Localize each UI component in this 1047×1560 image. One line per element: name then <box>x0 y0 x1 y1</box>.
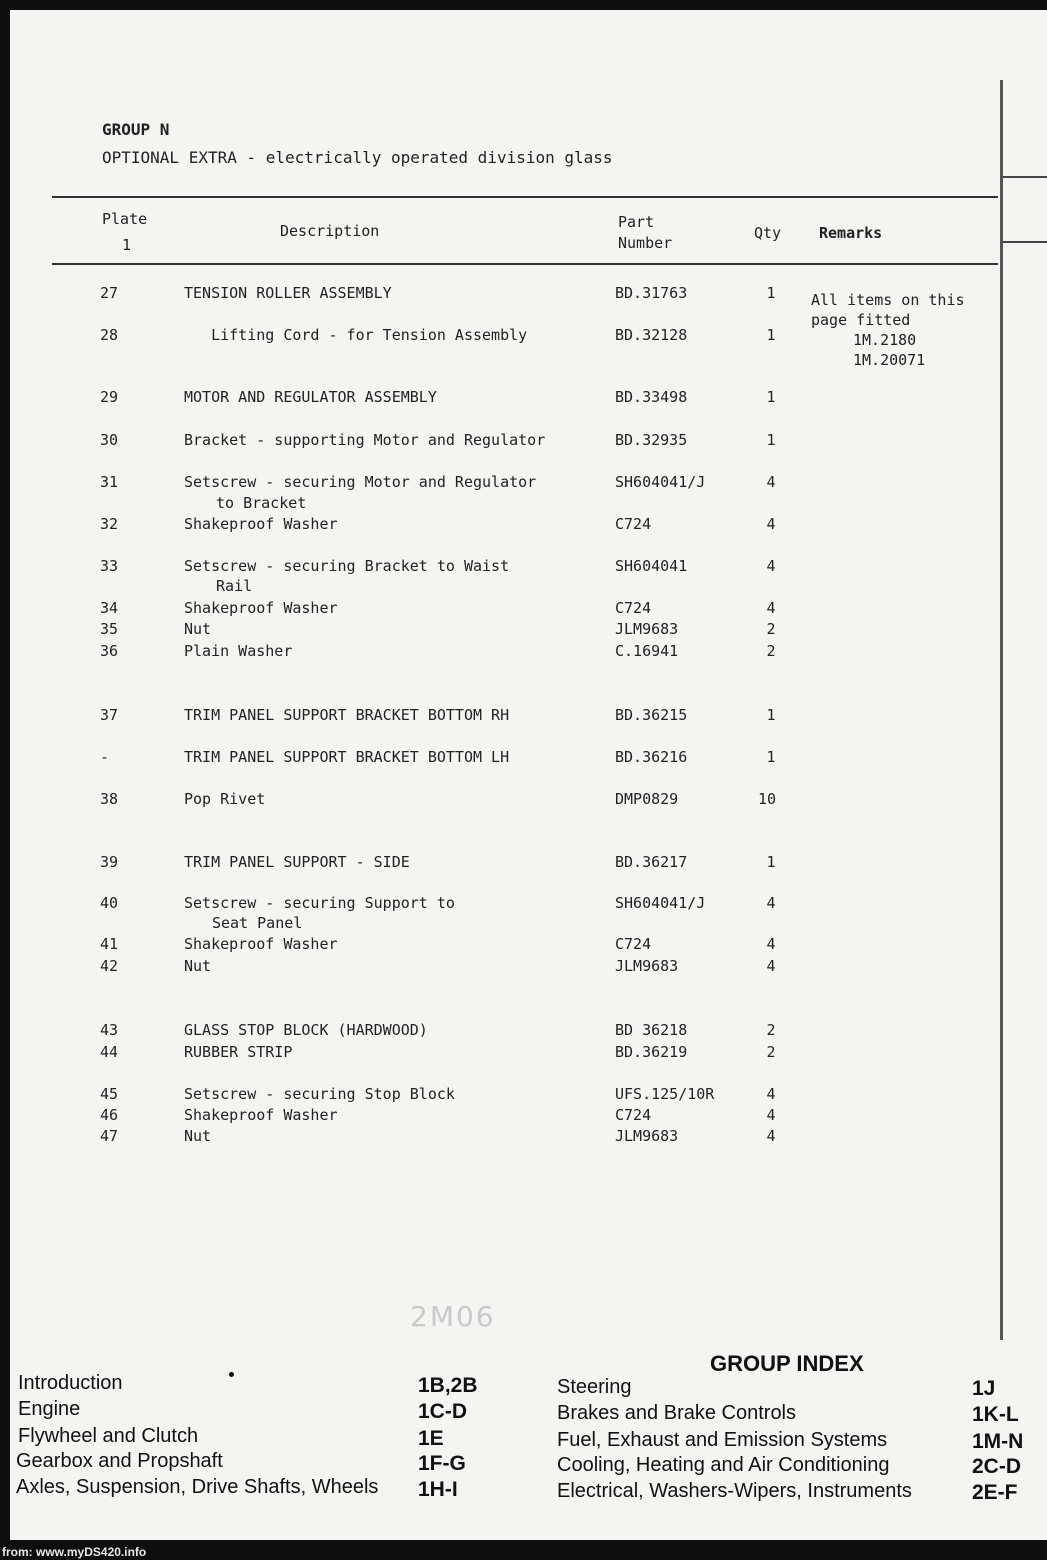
part-number: JLM9683 <box>615 1127 679 1145</box>
col-plate-no: 1 <box>122 236 132 254</box>
remarks-line: All items on this <box>811 291 965 309</box>
part-number: SH604041/J <box>615 894 706 912</box>
description: Setscrew - securing Bracket to Waist <box>184 557 510 575</box>
remarks-line: page fitted <box>811 311 911 329</box>
quantity: 2 <box>766 1021 776 1039</box>
table-row <box>10 642 1000 662</box>
description: Shakeproof Washer <box>184 935 338 953</box>
quantity: 4 <box>766 599 776 617</box>
index-label: Fuel, Exhaust and Emission Systems <box>557 1429 888 1451</box>
index-code: 1J <box>972 1377 996 1400</box>
remarks-line: 1M.2180 <box>853 331 917 349</box>
plate-ref: 44 <box>100 1043 119 1061</box>
quantity: 2 <box>766 1043 776 1061</box>
description: RUBBER STRIP <box>184 1043 293 1061</box>
quantity: 4 <box>766 957 776 975</box>
index-code: 1F-G <box>418 1452 466 1475</box>
part-number: BD.31763 <box>615 284 688 302</box>
index-label: Brakes and Brake Controls <box>557 1402 797 1424</box>
part-number: SH604041 <box>615 557 688 575</box>
plate-ref: 27 <box>100 284 119 302</box>
index-label: Introduction <box>18 1372 123 1394</box>
index-label: Electrical, Washers-Wipers, Instruments <box>557 1480 912 1502</box>
description: Shakeproof Washer <box>184 599 338 617</box>
quantity: 1 <box>766 706 776 724</box>
index-label: Flywheel and Clutch <box>18 1425 199 1447</box>
table-row <box>10 853 1000 873</box>
plate-ref: 31 <box>100 473 119 491</box>
description-continuation: Rail <box>216 577 253 595</box>
table-row <box>10 1085 1000 1105</box>
quantity: 1 <box>766 748 776 766</box>
description: Pop Rivet <box>184 790 266 808</box>
quantity: 4 <box>766 1127 776 1145</box>
part-number: BD 36218 <box>615 1021 688 1039</box>
table-row <box>10 957 1000 977</box>
plate-ref: 38 <box>100 790 119 808</box>
plate-ref: 30 <box>100 431 119 449</box>
part-number: SH604041/J <box>615 473 706 491</box>
plate-ref: 47 <box>100 1127 119 1145</box>
part-number: DMP0829 <box>615 790 679 808</box>
plate-ref: 32 <box>100 515 119 533</box>
index-code: 1M-N <box>972 1430 1024 1453</box>
index-code: 1B,2B <box>418 1374 478 1397</box>
description: MOTOR AND REGULATOR ASSEMBLY <box>184 388 437 406</box>
description: Nut <box>184 957 212 975</box>
quantity: 1 <box>766 853 776 871</box>
dot-mark <box>229 1372 234 1377</box>
side-mark-bottom <box>1003 241 1047 243</box>
table-row <box>10 326 1000 346</box>
part-number: BD.32128 <box>615 326 688 344</box>
quantity: 4 <box>766 1085 776 1103</box>
description: Setscrew - securing Motor and Regulator <box>184 473 537 491</box>
group-subtitle: OPTIONAL EXTRA - electrically operated division glass <box>102 148 613 167</box>
description: Bracket - supporting Motor and Regulator <box>184 431 546 449</box>
description: Nut <box>184 1127 212 1145</box>
table-row <box>10 748 1000 768</box>
col-part-number: Number <box>618 234 673 252</box>
group-title: GROUP N <box>102 120 170 139</box>
index-code: 2E-F <box>972 1481 1018 1504</box>
plate-ref: 39 <box>100 853 119 871</box>
plate-ref: 29 <box>100 388 119 406</box>
part-number: C724 <box>615 935 652 953</box>
quantity: 4 <box>766 1106 776 1124</box>
part-number: BD.36217 <box>615 853 688 871</box>
index-code: 2C-D <box>972 1455 1022 1478</box>
group-index-title: GROUP INDEX <box>710 1351 864 1376</box>
description: Lifting Cord - for Tension Assembly <box>184 326 528 344</box>
part-number: BD.36215 <box>615 706 688 724</box>
table-row <box>10 557 1000 577</box>
part-number: C724 <box>615 515 652 533</box>
description: Nut <box>184 620 212 638</box>
plate-ref: 45 <box>100 1085 119 1103</box>
description: Shakeproof Washer <box>184 1106 338 1124</box>
plate-ref: - <box>100 748 110 766</box>
col-qty: Qty <box>754 224 782 242</box>
table-row <box>10 1043 1000 1063</box>
faint-stamp: 2M06 <box>410 1300 496 1333</box>
description: Setscrew - securing Stop Block <box>184 1085 455 1103</box>
part-number: BD.36219 <box>615 1043 688 1061</box>
part-number: UFS.125/10R <box>615 1085 715 1103</box>
description: TENSION ROLLER ASSEMBLY <box>184 284 392 302</box>
table-row <box>10 790 1000 810</box>
plate-ref: 46 <box>100 1106 119 1124</box>
quantity: 1 <box>766 326 776 344</box>
description: TRIM PANEL SUPPORT BRACKET BOTTOM LH <box>184 748 510 766</box>
part-number: JLM9683 <box>615 957 679 975</box>
plate-ref: 42 <box>100 957 119 975</box>
index-label: Gearbox and Propshaft <box>16 1450 223 1472</box>
table-row <box>10 620 1000 640</box>
part-number: C724 <box>615 1106 652 1124</box>
quantity: 1 <box>766 284 776 302</box>
index-label: Axles, Suspension, Drive Shafts, Wheels <box>16 1476 379 1498</box>
table-row <box>10 894 1000 914</box>
part-number: BD.36216 <box>615 748 688 766</box>
table-row <box>10 473 1000 493</box>
quantity: 1 <box>766 388 776 406</box>
description: GLASS STOP BLOCK (HARDWOOD) <box>184 1021 428 1039</box>
part-number: C.16941 <box>615 642 679 660</box>
quantity: 10 <box>758 790 777 808</box>
table-row <box>10 388 1000 408</box>
table-row <box>10 706 1000 726</box>
col-description: Description <box>280 222 380 240</box>
quantity: 1 <box>766 431 776 449</box>
index-label: Steering <box>557 1376 632 1398</box>
quantity: 2 <box>766 620 776 638</box>
plate-ref: 37 <box>100 706 119 724</box>
plate-ref: 40 <box>100 894 119 912</box>
table-row <box>10 515 1000 535</box>
table-header-rule <box>52 263 998 265</box>
plate-ref: 33 <box>100 557 119 575</box>
description: TRIM PANEL SUPPORT BRACKET BOTTOM RH <box>184 706 510 724</box>
description: Plain Washer <box>184 642 293 660</box>
plate-ref: 35 <box>100 620 119 638</box>
table-row <box>10 1021 1000 1041</box>
table-row <box>10 935 1000 955</box>
parts-page <box>10 10 1047 1540</box>
quantity: 4 <box>766 473 776 491</box>
right-edge-rule <box>1000 80 1003 1340</box>
plate-ref: 43 <box>100 1021 119 1039</box>
index-label: Cooling, Heating and Air Conditioning <box>557 1454 890 1476</box>
index-code: 1K-L <box>972 1403 1019 1426</box>
quantity: 4 <box>766 935 776 953</box>
plate-ref: 28 <box>100 326 119 344</box>
part-number: BD.33498 <box>615 388 688 406</box>
col-part: Part <box>618 213 655 231</box>
table-top-rule <box>52 196 998 198</box>
table-row <box>10 599 1000 619</box>
source-footer: from: www.myDS420.info <box>2 1545 147 1559</box>
index-label: Engine <box>18 1398 81 1420</box>
part-number: C724 <box>615 599 652 617</box>
col-remarks: Remarks <box>819 224 883 242</box>
description: TRIM PANEL SUPPORT - SIDE <box>184 853 410 871</box>
table-row <box>10 1106 1000 1126</box>
part-number: JLM9683 <box>615 620 679 638</box>
quantity: 4 <box>766 557 776 575</box>
col-plate: Plate <box>102 210 148 228</box>
description: Shakeproof Washer <box>184 515 338 533</box>
description: Setscrew - securing Support to <box>184 894 455 912</box>
plate-ref: 34 <box>100 599 119 617</box>
table-row <box>10 1127 1000 1147</box>
quantity: 4 <box>766 515 776 533</box>
plate-ref: 36 <box>100 642 119 660</box>
plate-ref: 41 <box>100 935 119 953</box>
description-continuation: Seat Panel <box>212 914 303 932</box>
description-continuation: to Bracket <box>216 494 307 512</box>
quantity: 4 <box>766 894 776 912</box>
index-code: 1C-D <box>418 1400 468 1423</box>
side-mark-top <box>1003 176 1047 178</box>
table-row <box>10 431 1000 451</box>
index-code: 1H-I <box>418 1478 458 1501</box>
quantity: 2 <box>766 642 776 660</box>
part-number: BD.32935 <box>615 431 688 449</box>
remarks-line: 1M.20071 <box>853 351 926 369</box>
table-row <box>10 284 1000 304</box>
index-code: 1E <box>418 1427 444 1450</box>
